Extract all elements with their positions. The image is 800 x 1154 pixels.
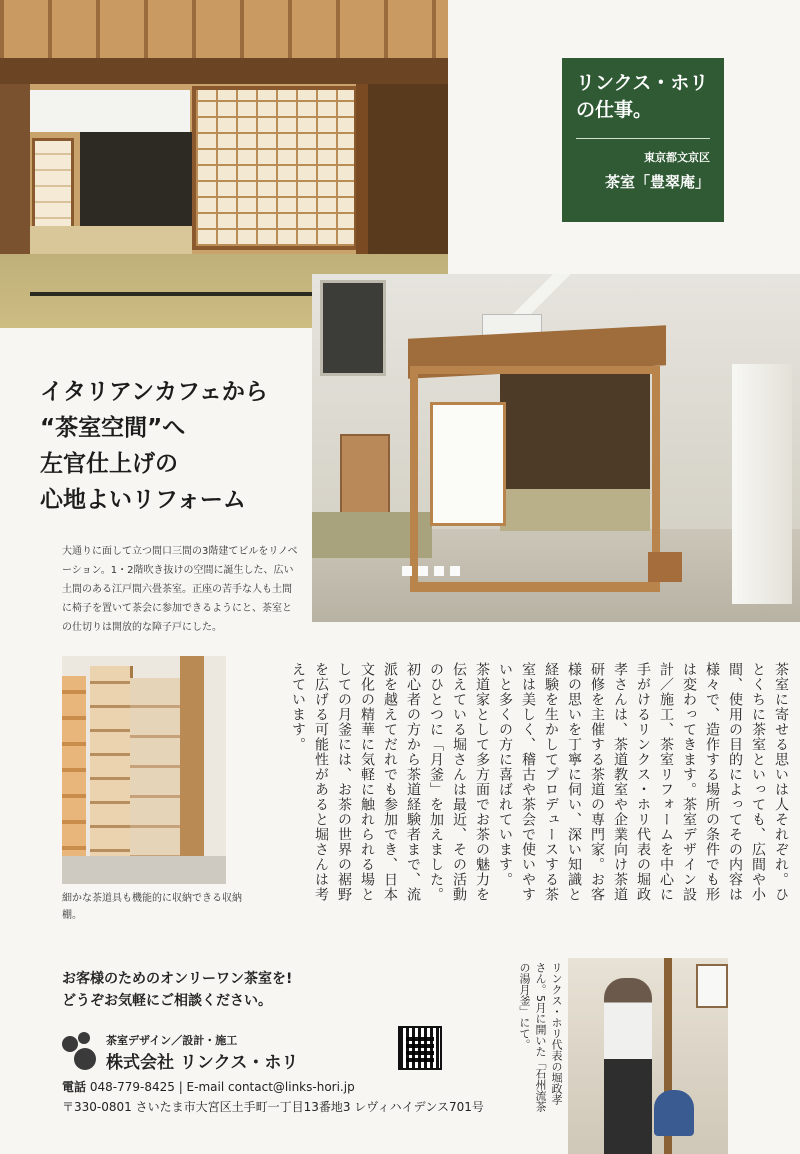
qr-code-icon[interactable] <box>398 1026 442 1070</box>
headline-line-4: 心地よいリフォーム <box>40 487 246 513</box>
headline-line-2: “茶室空間”へ <box>40 415 186 441</box>
phone-label: 電話 <box>62 1080 87 1094</box>
shelf-caption: 細かな茶道具も機能的に収納できる収納棚。 <box>62 893 242 921</box>
tea-room-photo <box>312 274 800 622</box>
headline <box>40 374 310 518</box>
company-address: 〒330-0801 さいたま市大宮区土手町一丁目13番地3 レヴィハイデンス701号 <box>62 1100 484 1114</box>
title-line-2: の仕事。 <box>576 99 653 121</box>
tea-ceremony-photo <box>568 958 728 1154</box>
title-divider <box>576 138 710 139</box>
company-contact <box>62 1078 355 1095</box>
headline-line-1: イタリアンカフェから <box>40 379 268 405</box>
company-name: 株式会社 リンクス・ホリ <box>106 1053 299 1073</box>
phone-number[interactable]: 048-779-8425 <box>89 1080 175 1094</box>
article-body <box>252 662 792 902</box>
company-info <box>62 1026 482 1138</box>
cta-line-2: どうぞお気軽にご相談ください。 <box>62 993 272 1009</box>
project-location: 東京都文京区 <box>644 151 710 164</box>
project-name: 茶室「豊翠庵」 <box>604 173 710 191</box>
headline-line-3: 左官仕上げの <box>40 451 178 477</box>
email-label: E-mail <box>186 1080 225 1094</box>
cta-line-1: お客様のためのオンリーワン茶室を! <box>62 971 293 987</box>
email-address[interactable]: contact@links-hori.jp <box>228 1080 355 1094</box>
contact-separator: | <box>178 1080 187 1094</box>
photo-caption: リンクス・ホリ代表の堀政孝さん。5月に開いた「石州流茶の湯月釜」にて。 <box>518 962 563 1112</box>
intro-text: 大通りに面して立つ間口三間の3階建てビルをリノベーション。1・2階吹き抜けの空間に誕生した、広い土間のある江戸間六畳茶室。正座の苦手な人も土間に椅子を置いて茶会に参加できるようにと、茶室との仕切りは開放的な障子戸にした。 <box>62 546 298 633</box>
company-logo-icon <box>62 1032 102 1070</box>
storage-shelf-photo <box>62 656 226 884</box>
title-line-1: リンクス・ホリ <box>576 72 709 94</box>
article-title-box <box>562 58 724 222</box>
company-service: 茶室デザイン／設計・施工 <box>106 1034 238 1047</box>
body-paragraph-2: 茶道家として多方面でお茶の魅力を伝えている堀さんは最近、その活動のひとつに「月釜」を加えました。初心者の方から茶道経験者まで、流派を越えてだれでも参加でき、日本文化の精華に気軽に触れられる場としての月釜には、お茶の世界の裾野を広げる可能性があると堀さんは考えています。 <box>290 662 490 902</box>
body-paragraph-1: 茶室に寄せる思いは人それぞれ。ひとくちに茶室といっても、広間や小間、使用の目的によってその内容は様々で、造作する場所の条件でも形は変わってきます。茶室デザイン設計／施工、茶室リフォームを中心に手がけるリンクス・ホリ代表の堀政孝さんは、茶道教室や企業向け茶道研修を主催する茶道の専門家。お客様の思いを丁寧に伺い、深い知識と経験を生かしてプロデュースする茶室は美しく、稽古や茶会で使いやすいと多くの方に喜ばれています。 <box>497 662 789 902</box>
call-to-action <box>62 968 492 1012</box>
